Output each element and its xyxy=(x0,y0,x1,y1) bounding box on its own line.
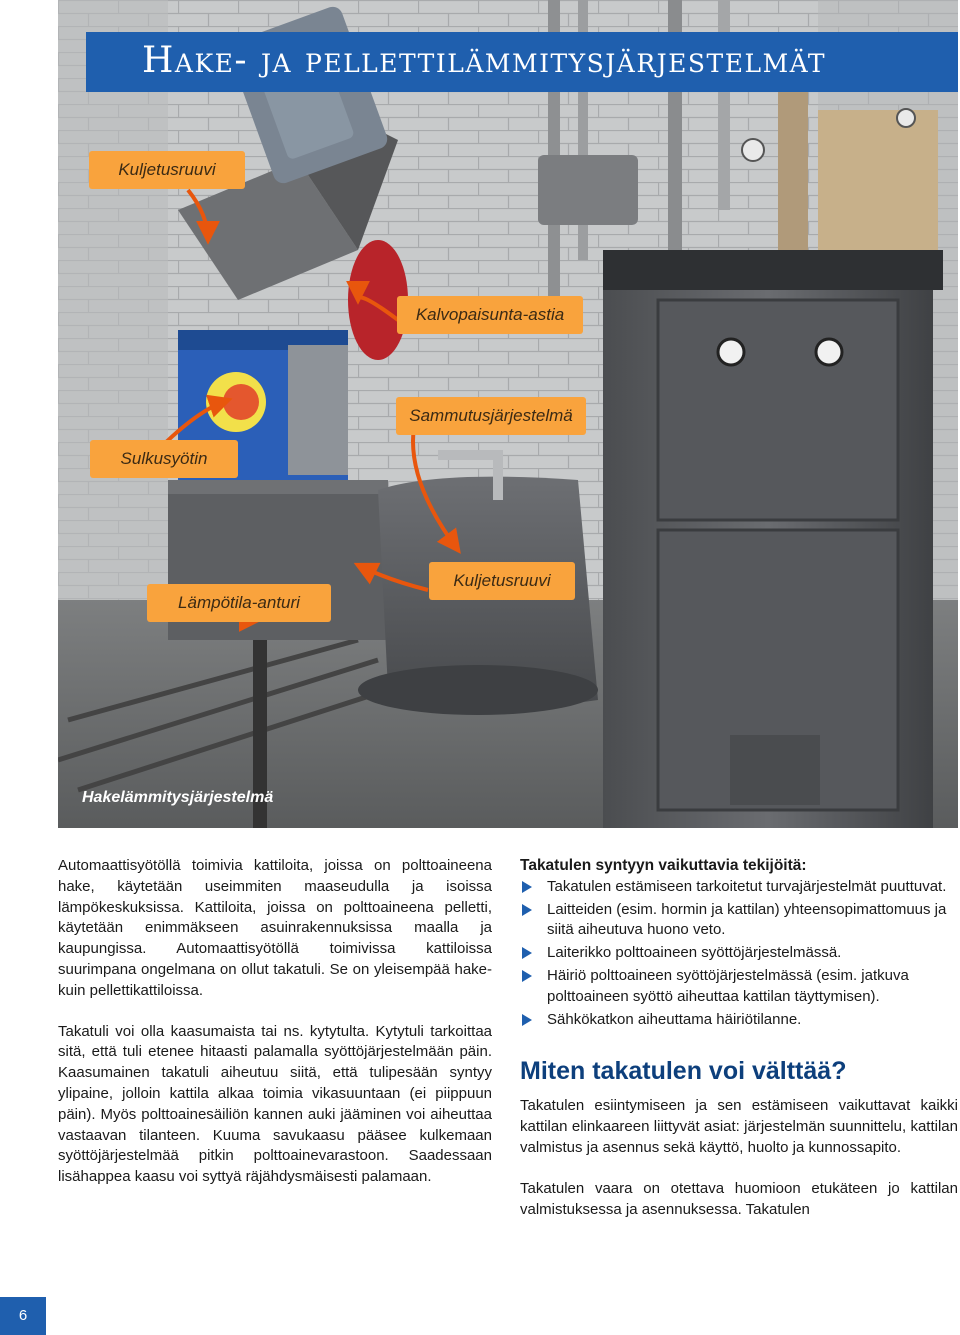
right-paragraph-2: Takatulen vaara on otettava huomioon etukäteen jo kattilan valmistuksessa ja asennuksessa. Takatulen xyxy=(520,1179,958,1218)
callout-kuljetusruuvi-top: Kuljetusruuvi xyxy=(89,151,245,189)
list-item-text: Häiriö polttoaineen syöttöjärjestelmässä (esim. jatkuva polttoaineen syöttö aiheuttaa kattilan täyttymisen). xyxy=(547,966,909,1005)
callout-kuljetusruuvi-bottom: Kuljetusruuvi xyxy=(429,562,575,600)
right-paragraph-1: Takatulen esiintymiseen ja sen estämiseen vaikuttavat kaikki kattilan elinkaareen liittyvät asiat: järjestelmän suunnittelu, kattilan valmistus ja asennus sekä käyttö, huolto ja kunnossapito. xyxy=(520,1097,958,1156)
right-text-column xyxy=(520,856,958,1220)
callout-kalvopaisunta-astia: Kalvopaisunta-astia xyxy=(397,296,583,334)
page-number: 6 xyxy=(18,1307,28,1324)
section-title: Miten takatulen voi välttää? xyxy=(520,1057,847,1086)
bullet-arrow-icon xyxy=(522,970,532,982)
bullet-arrow-icon xyxy=(522,1014,532,1026)
callout-sulkusyotin: Sulkusyötin xyxy=(90,440,238,478)
list-item xyxy=(520,1010,958,1031)
list-item-text: Sähkökatkon aiheuttama häiriötilanne. xyxy=(547,1010,802,1028)
boiler-room-photo xyxy=(58,0,958,828)
bullet-arrow-icon xyxy=(522,947,532,959)
factors-list xyxy=(520,877,958,1031)
callout-sammutusjarjestelma: Sammutusjärjestelmä xyxy=(396,397,586,435)
page-number-tab xyxy=(0,1297,46,1335)
list-item-text: Laitteiden (esim. hormin ja kattilan) yhteensopimattomuus ja siitä aiheutuva huono veto. xyxy=(547,900,947,939)
bullet-arrow-icon xyxy=(522,881,532,893)
bullet-arrow-icon xyxy=(522,904,532,916)
factors-subheading: Takatulen syntyyn vaikuttavia tekijöitä: xyxy=(520,857,807,874)
page-title: Hake- ja pellettilämmitysjärjestelmät xyxy=(142,40,827,81)
list-item xyxy=(520,943,958,964)
left-text-column xyxy=(58,856,492,1188)
list-item xyxy=(520,900,958,942)
left-paragraph-2: Takatuli voi olla kaasumaista tai ns. kytytulta. Kytytuli tarkoittaa sitä, että tuli etenee hitaasti palamalla syöttöjärjestelmään päin. Kaasumainen takatuli aiheutuu siitä, että tulipesään syntyy ylipaine, jolloin kattila alkaa toimia vikasuuntaan (ei piippuun päin). Myös polttoainesäiliön kannen auki jääminen voi aiheuttaa vastaavan tilanteen. Kuuma savukaasu pääsee kulkemaan syöttöjärjestelmää pitkin polttoainevarastoon. Saadessaan lisähappea kaasu voi syttyä räjähdysmäisesti palamaan. xyxy=(58,1022,492,1186)
list-item xyxy=(520,877,958,898)
list-item xyxy=(520,966,958,1008)
callout-lampotila-anturi: Lämpötila-anturi xyxy=(147,584,331,622)
photo-caption: Hakelämmitysjärjestelmä xyxy=(82,789,274,806)
list-item-text: Takatulen estämiseen tarkoitetut turvajärjestelmät puuttuvat. xyxy=(547,877,947,895)
list-item-text: Laiterikko polttoaineen syöttöjärjestelmässä. xyxy=(547,944,842,962)
header-band xyxy=(86,32,958,92)
left-paragraph-1: Automaattisyötöllä toimivia kattiloita, joissa on polttoaineena hake, käytetään useimmiten maaseudulla ja isoissa lämpökeskuksissa. Kattiloita, joissa on polttoaineena pelletti, käytetään enimmäkseen asuinrakennuksissa maalla ja kaupungissa. Automaattisyötöllä toimivissa kattiloissa suurimpana ongelmana on ollut takatuli. Se on yleisempää hake- kuin pellettikattiloissa. xyxy=(58,857,492,999)
